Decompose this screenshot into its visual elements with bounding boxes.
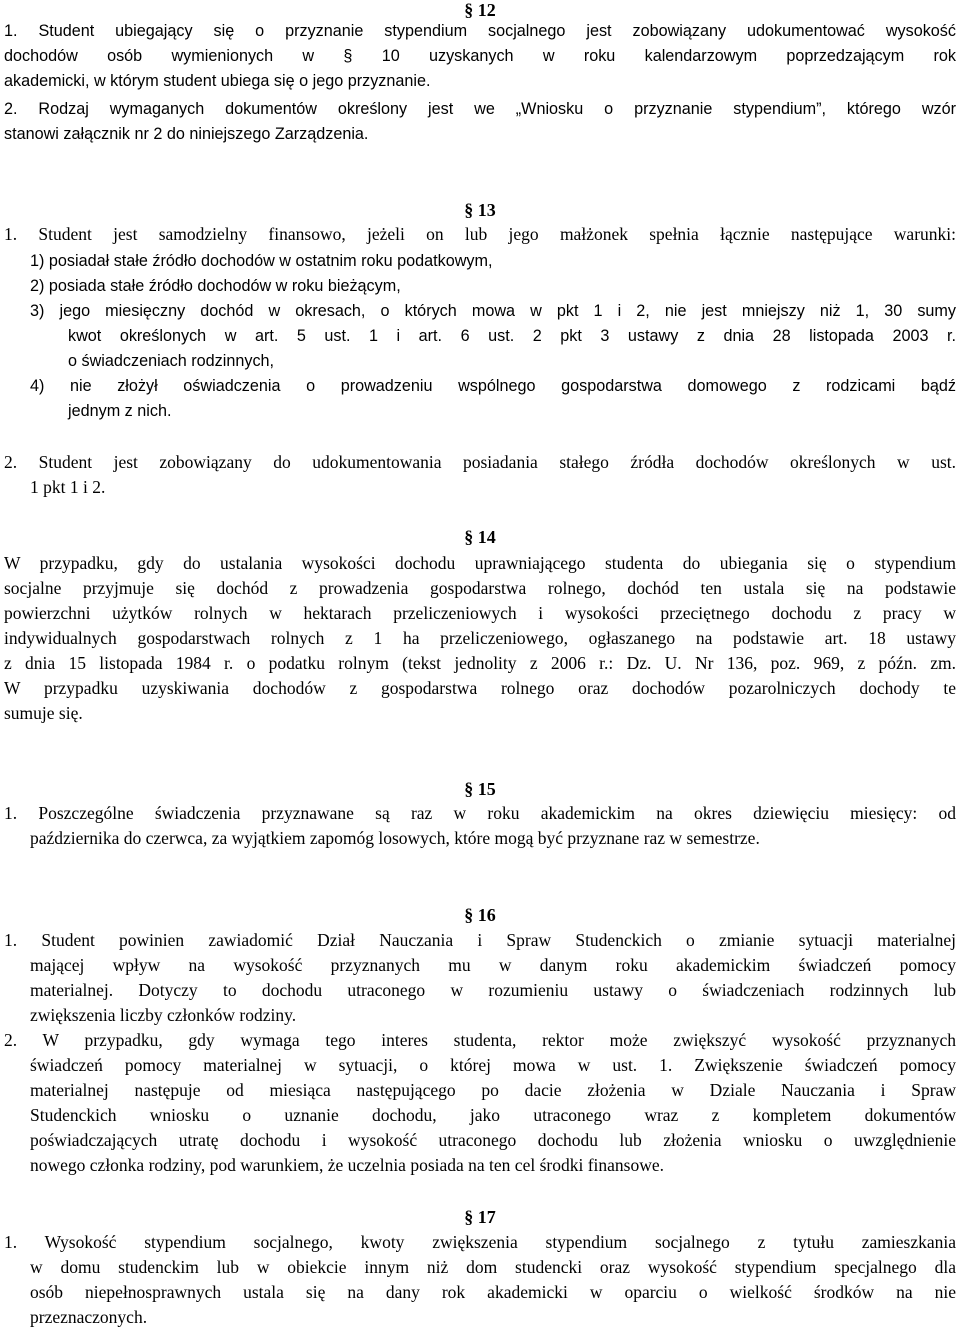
- paragraph-line: sumuje się.: [4, 703, 83, 723]
- paragraph-line: 2. Student jest zobowiązany do udokumentowania posiadania stałego źródła dochodów określonych w ust.: [4, 452, 956, 472]
- paragraph-line: materialnej następuje od miesiąca następującego po dacie złożenia w Dziale Nauczania i Spraw: [30, 1080, 956, 1100]
- paragraph-line: z dnia 15 listopada 1984 r. o podatku rolnym (tekst jednolity z 2006 r.: Dz. U. Nr 136, poz. 969, z późn. zm.: [4, 653, 956, 673]
- paragraph-line: W przypadku uzyskiwania dochodów z gospodarstwa rolnego oraz dochodów pozarolniczych dochody te: [4, 678, 956, 698]
- paragraph-line: października do czerwca, za wyjątkiem zapomóg losowych, które mogą być przyznane raz w semestrze.: [30, 828, 760, 848]
- section-heading-16: § 16: [464, 905, 496, 925]
- section-heading-17: § 17: [464, 1207, 496, 1227]
- paragraph-line: materialnej. Dotyczy to dochodu utraconego w rozumieniu ustawy o świadczeniach rodzinnych lub: [30, 980, 956, 1000]
- paragraph-line: świadczeń pomocy materialnej w sytuacji, o której mowa w ust. 1. Zwiększenie świadczeń pomocy: [30, 1055, 956, 1075]
- paragraph-line: osób niepełnosprawnych ustala się na dany rok akademicki w oparciu o wielkość środków na nie: [30, 1282, 956, 1302]
- paragraph-line: akademicki, w którym student ubiega się o jego przyznanie.: [4, 72, 431, 90]
- paragraph-line: stanowi załącznik nr 2 do niniejszego Zarządzenia.: [4, 125, 369, 143]
- list-item: 4) nie złożył oświadczenia o prowadzeniu wspólnego gospodarstwa domowego z rodzicami bądź: [30, 377, 956, 395]
- paragraph-line: Studenckich wniosku o uznanie dochodu, jako utraconego wraz z kompletem dokumentów: [30, 1105, 956, 1125]
- paragraph-line: zwiększenia liczby członków rodziny.: [30, 1005, 297, 1025]
- list-item: 1) posiadał stałe źródło dochodów w ostatnim roku podatkowym,: [30, 252, 493, 270]
- paragraph-line: nowego członka rodziny, pod warunkiem, że uczelnia posiada na ten cel środki finansowe.: [30, 1155, 664, 1175]
- paragraph-line: 1. Student powinien zawiadomić Dział Nauczania i Spraw Studenckich o zmianie sytuacji materialnej: [4, 930, 956, 950]
- paragraph-line: w domu studenckim lub w obiekcie innym niż dom studencki oraz wysokość stypendium specjalnego dla: [30, 1257, 956, 1277]
- paragraph-line: 1. Poszczególne świadczenia przyznawane są raz w roku akademickim na okres dziewięciu miesięcy: od: [4, 803, 956, 823]
- list-item: 2) posiada stałe źródło dochodów w roku bieżącym,: [30, 277, 401, 295]
- section-heading-12: § 12: [464, 0, 496, 20]
- paragraph-line: 1. Student jest samodzielny finansowo, jeżeli on lub jego małżonek spełnia łącznie następujące warunki:: [4, 224, 956, 244]
- paragraph-line: powierzchni użytków rolnych w hektarach przeliczeniowych i wysokości przeciętnego dochodu z pracy w: [4, 603, 956, 623]
- paragraph-line: mającej wpływ na wysokość przyznanych mu w danym roku akademickim świadczeń pomocy: [30, 955, 956, 975]
- paragraph-line: 1 pkt 1 i 2.: [30, 477, 106, 497]
- section-heading-14: § 14: [464, 527, 496, 547]
- section-heading-15: § 15: [464, 779, 496, 799]
- list-item-continuation: kwot określonych w art. 5 ust. 1 i art. 6 ust. 2 pkt 3 ustawy z dnia 28 listopada 2003 r.: [68, 327, 956, 345]
- section-heading-13: § 13: [464, 200, 496, 220]
- list-item-continuation: jednym z nich.: [68, 402, 172, 420]
- paragraph-line: poświadczających utratę dochodu i wysokość utraconego dochodu lub złożenia wniosku o uwzględnienie: [30, 1130, 956, 1150]
- paragraph-line: indywidualnych gospodarstwach rolnych z 1 ha przeliczeniowego, ogłaszanego na podstawie art. 18 ustawy: [4, 628, 956, 648]
- paragraph-line: 2. W przypadku, gdy wymaga tego interes studenta, rektor może zwiększyć wysokość przyznanych: [4, 1030, 956, 1050]
- paragraph-line: W przypadku, gdy do ustalania wysokości dochodu uprawniającego studenta do ubiegania się o stypendium: [4, 553, 956, 573]
- paragraph-line: 1. Wysokość stypendium socjalnego, kwoty zwiększenia stypendium socjalnego z tytułu zamieszkania: [4, 1232, 956, 1252]
- paragraph-line: dochodów osób wymienionych w § 10 uzyskanych w roku kalendarzowym poprzedzającym rok: [4, 47, 956, 65]
- paragraph-line: socjalne przyjmuje się dochód z prowadzenia gospodarstwa rolnego, dochód ten ustala się na podstawie: [4, 578, 956, 598]
- paragraph-line: 1. Student ubiegający się o przyznanie stypendium socjalnego jest zobowiązany udokumentować wysokość: [4, 22, 956, 40]
- paragraph-line: 2. Rodzaj wymaganych dokumentów określony jest we „Wniosku o przyznanie stypendium”, którego wzór: [4, 100, 956, 118]
- list-item: 3) jego miesięczny dochód w okresach, o których mowa w pkt 1 i 2, nie jest mniejszy niż 1, 30 sumy: [30, 302, 956, 320]
- list-item-continuation: o świadczeniach rodzinnych,: [68, 352, 275, 370]
- paragraph-line: przeznaczonych.: [30, 1307, 148, 1327]
